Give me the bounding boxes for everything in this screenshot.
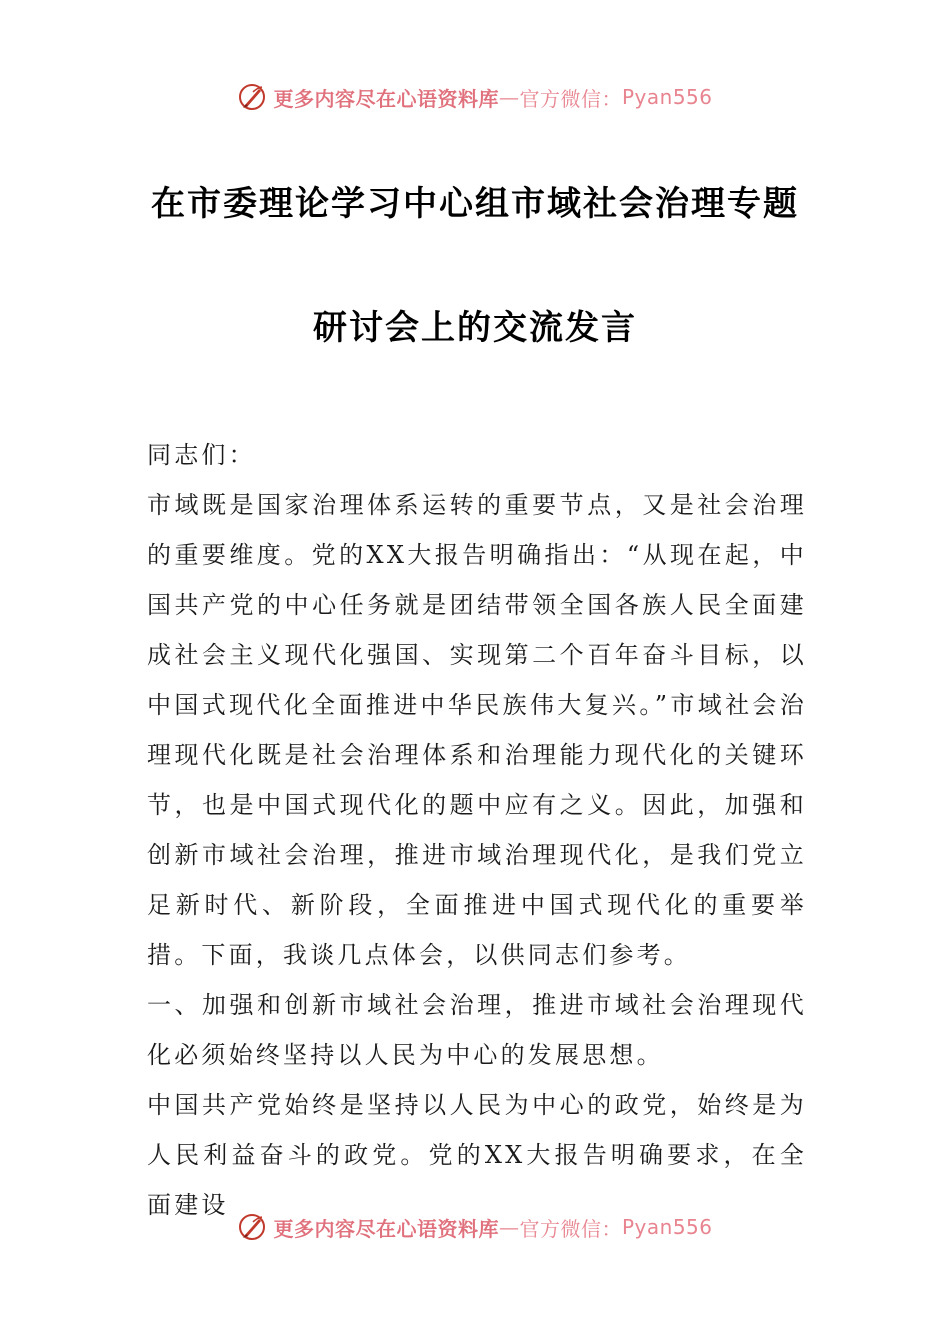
document-body	[147, 430, 807, 1230]
quill-pen-logo-icon	[237, 82, 267, 112]
watermark-brand: 更多内容尽在心语资料库	[273, 1216, 499, 1241]
quill-pen-logo-icon	[237, 1212, 267, 1242]
section-heading: 一、加强和创新市域社会治理，推进市域社会治理现代化必须始终坚持以人民为中心的发展思想。	[147, 991, 807, 1069]
document-title-line-2: 研讨会上的交流发言	[313, 308, 637, 348]
watermark-wechat-id: Pyan556	[621, 1215, 713, 1239]
watermark-separator: —	[498, 85, 520, 109]
salutation: 同志们：	[147, 441, 256, 469]
watermark-contact-label: 官方微信：	[519, 1216, 622, 1241]
watermark-header	[0, 82, 950, 112]
body-paragraph: 中国共产党始终是坚持以人民为中心的政党，始终是为人民利益奋斗的政党。党的XX大报告明确要求，在全面建设	[147, 1091, 807, 1219]
watermark-wechat-id: Pyan556	[621, 85, 713, 109]
watermark-footer	[0, 1212, 950, 1242]
watermark-brand: 更多内容尽在心语资料库	[273, 86, 499, 111]
watermark-separator: —	[498, 1215, 520, 1239]
body-paragraph: 市域既是国家治理体系运转的重要节点，又是社会治理的重要维度。党的XX大报告明确指出：“从现在起，中国共产党的中心任务就是团结带领全国各族人民全面建成社会主义现代化强国、实现第二个百年奋斗目标，以中国式现代化全面推进中华民族伟大复兴。”市域社会治理现代化既是社会治理体系和治理能力现代化的关键环节，也是中国式现代化的题中应有之义。因此，加强和创新市域社会治理，推进市域治理现代化，是我们党立足新时代、新阶段，全面推进中国式现代化的重要举措。下面，我谈几点体会，以供同志们参考。	[147, 491, 807, 969]
document-title-line-1: 在市委理论学习中心组市域社会治理专题	[151, 184, 799, 224]
watermark-contact-label: 官方微信：	[519, 86, 622, 111]
